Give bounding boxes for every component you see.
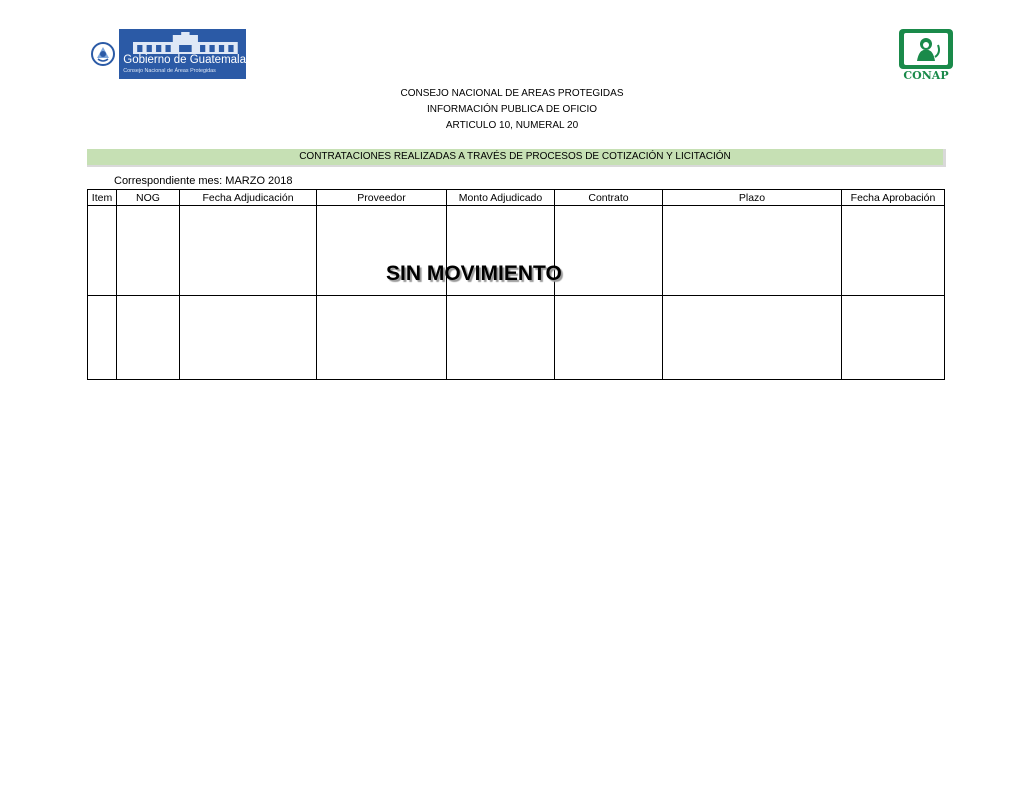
monkey-icon [899, 29, 953, 69]
column-header-fecha-aprobacion: Fecha Aprobación [842, 190, 945, 206]
table-cell [180, 296, 317, 380]
table-cell [663, 206, 842, 296]
column-header-item: Item [88, 190, 117, 206]
column-header-contrato: Contrato [555, 190, 663, 206]
gobierno-logo-title: Gobierno de Guatemala [123, 54, 246, 66]
table-cell [88, 296, 117, 380]
table-cell [88, 206, 117, 296]
header-line-1: CONSEJO NACIONAL DE AREAS PROTEGIDAS [400, 88, 624, 99]
table-cell [180, 206, 317, 296]
table-cell [555, 206, 663, 296]
table-cell [663, 296, 842, 380]
table-cell [555, 296, 663, 380]
table-cell [117, 296, 180, 380]
column-header-proveedor: Proveedor [317, 190, 447, 206]
column-header-monto-adjudicado: Monto Adjudicado [447, 190, 555, 206]
table-cell [842, 296, 945, 380]
table-cell [447, 296, 555, 380]
table-row [88, 296, 945, 380]
period-label: Correspondiente mes: MARZO 2018 [114, 175, 293, 187]
column-header-fecha-adjudicacion: Fecha Adjudicación [180, 190, 317, 206]
table-cell [842, 206, 945, 296]
section-title-bar: CONTRATACIONES REALIZADAS A TRAVÉS DE PROCESOS DE COTIZACIÓN Y LICITACIÓN [87, 149, 946, 167]
empty-message: SIN MOVIMIENTO [386, 262, 562, 285]
table-cell [317, 296, 447, 380]
header-line-3: ARTICULO 10, NUMERAL 20 [445, 120, 579, 131]
palace-icon [133, 32, 238, 54]
conap-logo [897, 29, 955, 81]
table-header-row [88, 190, 945, 206]
column-header-nog: NOG [117, 190, 180, 206]
gobierno-de-guatemala-logo [87, 29, 246, 79]
coat-of-arms-icon [87, 29, 119, 79]
document-header [0, 86, 1024, 134]
conap-logo-text: CONAP [903, 69, 949, 82]
gobierno-logo-subtitle: Consejo Nacional de Áreas Protegidas [123, 68, 216, 74]
table-cell [117, 206, 180, 296]
header-line-2: INFORMACIÓN PUBLICA DE OFICIO [426, 104, 598, 115]
column-header-plazo: Plazo [663, 190, 842, 206]
